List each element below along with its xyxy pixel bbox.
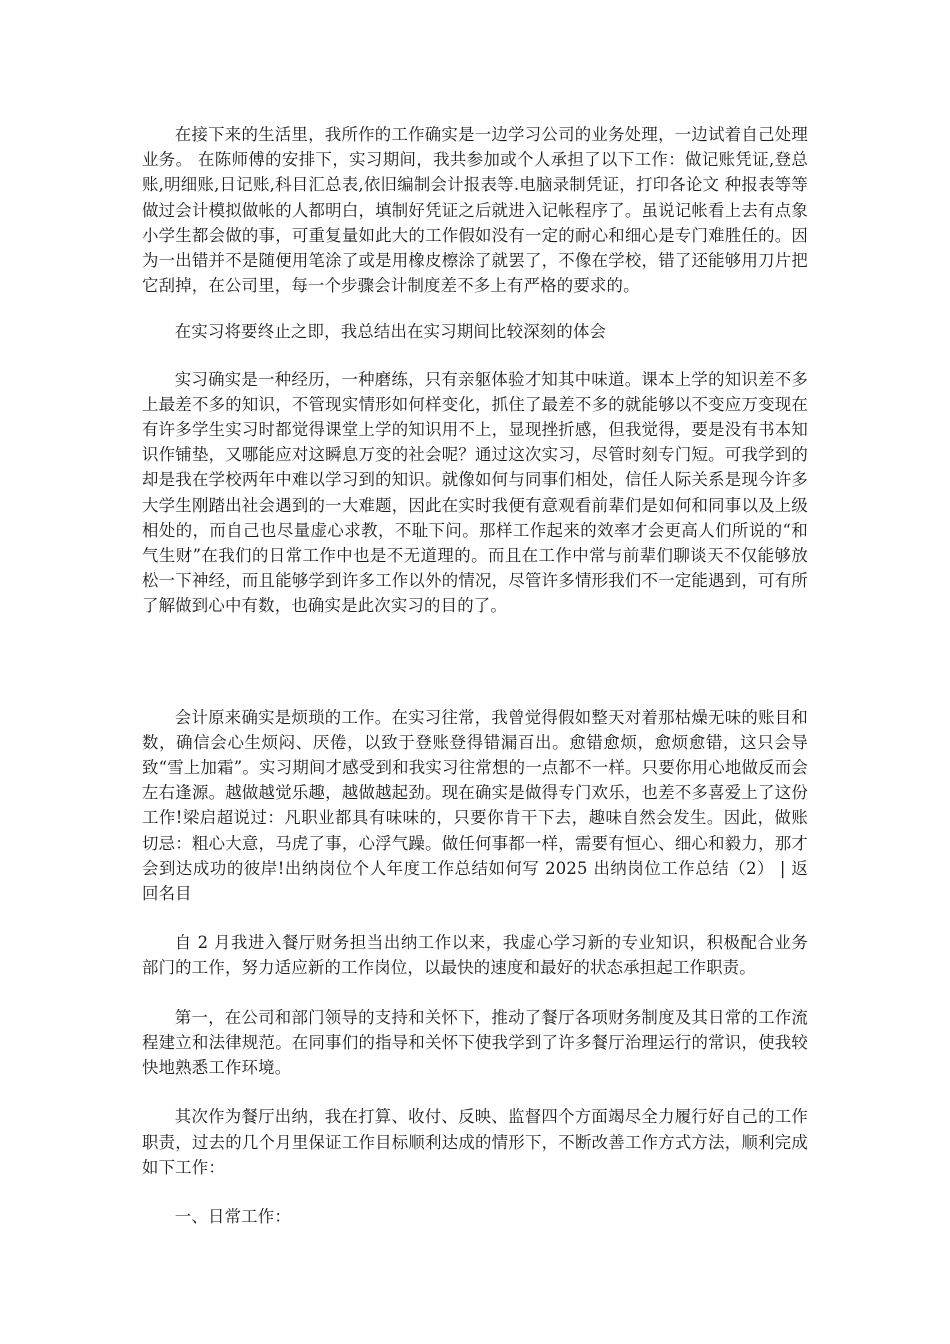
paragraph-spacer: [142, 345, 808, 367]
paragraph-spacer: [142, 981, 808, 1005]
paragraph-spacer: [142, 619, 808, 705]
paragraph-internship-experience: 实习确实是一种经历，一种磨练，只有亲躯体验才知其中味道。课本上学的知识差不多上最差不多的知识，不管现实情形如何样变化，抓住了最差不多的就能够以不变应万变现在有许多学生实习时都觉得课堂上学的知识用不上，显现挫折感，但我觉得，要是没有书本知识作铺垫，又哪能应对这瞬息万变的社会呢？通过这次实习，尽管时刻专门短。可我学到的却是我在学校两年中难以学习到的知识。就像如何与同事们相处，信任人际关系是现今许多大学生刚踏出社会遇到的一大难题，因此在实时我便有意观看前辈们是如何和同事以及上级相处的，而自己也尽量虚心求教，不耻下问。那样工作起来的效率才会更高人们所说的“和气生财”在我们的日常工作中也是不无道理的。而且在工作中常与前辈们聊谈天不仅能够放松一下神经，而且能够学到许多工作以外的情况，尽管许多情形我们不一定能遇到，可有所了解做到心中有数，也确实是此次实习的目的了。: [142, 369, 808, 616]
section-heading-daily-work: 一、日常工作：: [174, 1206, 291, 1226]
paragraph-spacer: [142, 906, 808, 930]
paragraph-second-point: 其次作为餐厅出纳，我在打算、收付、反映、监督四个方面竭尽全力履行好自己的工作职责，过去的几个月里保证工作目标顺利达成的情形下，不断改善工作方式方法，顺利完成如下工作：: [142, 1107, 808, 1177]
paragraph-spacer: [142, 1180, 808, 1204]
paragraph-cashier-start: 自 2 月我进入餐厅财务担当出纳工作以来，我虚心学习新的专业知识，积极配合业务部门的工作，努力适应新的工作岗位，以最快的速度和最好的状态承担起工作职责。: [142, 933, 808, 978]
paragraph-spacer: [142, 1080, 808, 1104]
paragraph-first-point: 第一，在公司和部门领导的支持和关怀下，推动了餐厅各项财务制度及其日常的工作流程建立和法律规范。在同事们的指导和关怀下使我学到了许多餐厅治理运行的常识，使我较快地熟悉工作环境。: [142, 1007, 808, 1078]
paragraph-work-content: 在接下来的生活里，我所作的工作确实是一边学习公司的业务处理，一边试着自己处理业务。 在陈师傅的安排下，实习期间，我共参加或个人承担了以下工作：做记账凭证,登总账,明细账,日记账,科目汇总表,依旧编制会计报表等.电脑录制凭证，打印各论文 种报表等等做过会计模拟做帐的人都明白，填制好凭证之后就进入记帐程序了。虽说记帐看上去有点象小学生都会做的事，可重复量如此大的工作假如没有一定的耐心和细心是专门难胜任的。因为一出错并不是随便用笔涂了或是用橡皮檫涂了就罢了，不像在学校，错了还能够用刀片把它刮掉，在公司里，每一个步骤会计制度差不多上有严格的要求的。: [142, 125, 808, 296]
paragraph-internship-summary-intro: 在实习将要终止之即，我总结出在实习期间比较深刻的体会: [174, 322, 607, 342]
document-body: [142, 122, 808, 1229]
paragraph-spacer: [142, 298, 808, 319]
paragraph-accounting-work: 会计原来确实是烦琐的工作。在实习往常，我曾觉得假如整天对着那枯燥无味的账目和数，确信会心生烦闷、厌倦，以致于登账登得错漏百出。愈错愈烦，愈烦愈错，这只会导致“雪上加霜”。实习期间才感受到和我实习往常想的一点都不一样。只要你用心地做反而会左右逢源。越做越觉乐趣，越做越起劲。现在确实是做得专门欢乐，也差不多喜爱上了这份工作!梁启超说过：凡职业都具有味味的，只要你肯干下去，趣味自然会发生。因此，做账切忌：粗心大意，马虎了事，心浮气躁。做任何事都一样，需要有恒心、细心和毅力，那才会到达成功的彼岸!出纳岗位个人年度工作总结如何写 2025 出纳岗位工作总结（2） | 返回名目: [142, 707, 808, 904]
